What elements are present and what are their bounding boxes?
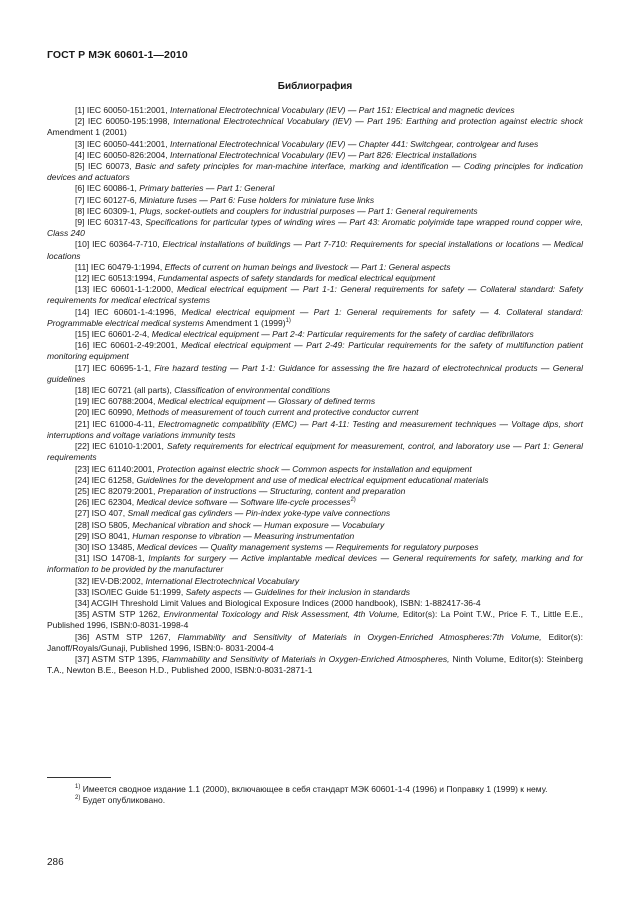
reference-item bbox=[47, 654, 583, 676]
reference-details: Ninth Volume, Editor(s): Steinberg T.A., Newton B.E., Beeson H.D., Published 2000, ISBN:0-8031-2871-1 bbox=[47, 653, 583, 676]
reference-id: ASTM STP 1267, bbox=[95, 631, 171, 642]
reference-item bbox=[47, 531, 583, 542]
reference-title: Methods of measurement of touch current and protective conductor current bbox=[136, 407, 419, 418]
reference-id: IEC 60601-1-1:2000, bbox=[92, 284, 174, 295]
reference-title: Safety aspects — Guidelines for their inclusion in standards bbox=[185, 586, 411, 597]
reference-id: IEC 60127-6, bbox=[86, 194, 137, 205]
reference-item bbox=[47, 262, 583, 273]
reference-id: IEC 61258, bbox=[91, 474, 135, 485]
reference-number: [11] bbox=[75, 261, 89, 272]
reference-number: [28] bbox=[75, 519, 90, 530]
reference-item bbox=[47, 632, 583, 654]
reference-id: ACGIH Threshold Limit Values and Biological Exposure Indices (2000 handbook), ISBN: 1-882417-36-4 bbox=[91, 597, 481, 608]
reference-title: Electrical installations of buildings — Part 7-710: Requirements for special installations or locations — Medical locations bbox=[47, 239, 583, 261]
reference-title: Plugs, socket-outlets and couplers for industrial purposes — Part 1: General requirements bbox=[139, 205, 478, 216]
reference-item bbox=[47, 307, 583, 329]
reference-number: [26] bbox=[75, 497, 90, 508]
reference-number: [20] bbox=[75, 407, 90, 418]
reference-number: [23] bbox=[75, 463, 90, 474]
reference-item bbox=[47, 553, 583, 575]
reference-title: Miniature fuses — Part 6: Fuse holders for miniature fuse links bbox=[139, 194, 375, 205]
reference-id: ISO 5805, bbox=[91, 519, 130, 530]
reference-item bbox=[47, 161, 583, 183]
reference-item bbox=[47, 508, 583, 519]
reference-id: ISO 8041, bbox=[91, 530, 130, 541]
reference-item bbox=[47, 183, 583, 194]
reference-id: IEC 61010-1:2001, bbox=[92, 441, 164, 452]
reference-id: ISO 14708-1, bbox=[92, 553, 145, 564]
reference-item bbox=[47, 609, 583, 631]
reference-number: [13] bbox=[75, 284, 90, 295]
reference-item bbox=[47, 407, 583, 418]
reference-id: ISO 13485, bbox=[91, 541, 135, 552]
footnote-text: Имеется сводное издание 1.1 (2000), включающее в себя стандарт МЭК 60601-1-4 (1996) и Поправку 1 (1999) к нему. bbox=[80, 784, 548, 794]
reference-id: IEC 60601-2-4, bbox=[91, 329, 150, 340]
reference-id: IEC 60601-2-49:2001, bbox=[92, 340, 178, 351]
reference-details: Editor(s): Janoff/Royals/Gunaji, Published 1996, ISBN:0- 8031-2004-4 bbox=[47, 631, 583, 653]
reference-item bbox=[47, 598, 583, 609]
reference-id: IEC 60073, bbox=[87, 161, 132, 172]
footnote-item bbox=[47, 795, 583, 806]
reference-id: IEC 60317-43, bbox=[87, 217, 143, 228]
reference-item bbox=[47, 206, 583, 217]
reference-id: IEC 60721 (all parts), bbox=[91, 385, 172, 396]
reference-title: Fire hazard testing — Part 1-1: Guidance for assessing the fire hazard of electrotechnical products — General guidelines bbox=[47, 362, 583, 384]
reference-id: IEC 60050-826:2004, bbox=[86, 149, 168, 160]
reference-title: Implants for surgery — Active implantable medical devices — General requirements for safety, marking and for information to be provided by the manufacturer bbox=[47, 553, 583, 575]
reference-number: [21] bbox=[75, 418, 90, 429]
footnote-divider bbox=[47, 777, 111, 778]
reference-id: ISO/IEC Guide 51:1999, bbox=[91, 586, 184, 597]
reference-title: International Electrotechnical Vocabulary (IEV) — Chapter 441: Switchgear, controlgear and fuses bbox=[170, 138, 539, 149]
reference-number: [22] bbox=[75, 441, 90, 452]
reference-number: [18] bbox=[75, 385, 90, 396]
footnotes bbox=[47, 784, 583, 806]
reference-item bbox=[47, 419, 583, 441]
reference-title: Effects of current on human beings and livestock — Part 1: General aspects bbox=[164, 261, 451, 272]
reference-title: Guidelines for the development and use of medical electrical equipment educational materials bbox=[136, 474, 489, 485]
reference-number: [24] bbox=[75, 474, 90, 485]
reference-title: Medical electrical equipment — Part 2-49: Particular requirements for the safety of multifunction patient monitoring equipment bbox=[47, 340, 584, 362]
reference-title: Flammability and Sensitivity of Materials in Oxygen-Enriched Atmospheres:7th Volume, bbox=[177, 631, 542, 642]
footnote-marker: 2) bbox=[350, 497, 356, 504]
reference-number: [27] bbox=[75, 508, 90, 519]
reference-number: [17] bbox=[75, 362, 90, 373]
reference-title: Mechanical vibration and shock — Human exposure — Vocabulary bbox=[132, 519, 385, 530]
reference-id: IEC 60695-1-1, bbox=[92, 362, 152, 373]
reference-number: [4] bbox=[75, 149, 85, 160]
reference-item bbox=[47, 105, 583, 116]
reference-number: [19] bbox=[75, 396, 90, 407]
reference-number: [3] bbox=[75, 138, 85, 149]
reference-item bbox=[47, 587, 583, 598]
section-title: Библиография bbox=[277, 81, 353, 92]
reference-id: IEC 60050-151:2001, bbox=[86, 105, 168, 115]
reference-title: Medical device software — Software life-cycle processes bbox=[136, 497, 351, 508]
reference-title: International Electrotechnical Vocabulary (IEV) — Part 195: Earthing and protection against electric shock bbox=[173, 116, 583, 127]
reference-number: [7] bbox=[75, 194, 85, 205]
footnote-mark: 1) bbox=[75, 784, 81, 791]
reference-number: [25] bbox=[75, 485, 90, 496]
reference-title: Small medical gas cylinders — Pin-index yoke-type valve connections bbox=[127, 508, 391, 519]
reference-item bbox=[47, 475, 583, 486]
reference-number: [33] bbox=[75, 586, 90, 597]
reference-item bbox=[47, 576, 583, 587]
footnote-mark: 2) bbox=[75, 795, 81, 802]
reference-details: Amendment 1 (1999) bbox=[203, 317, 286, 328]
reference-id: IEC 60479-1:1994, bbox=[90, 261, 163, 272]
reference-id: IEC 60513:1994, bbox=[91, 273, 156, 284]
reference-item bbox=[47, 139, 583, 150]
reference-title: Medical devices — Quality management systems — Requirements for regulatory purposes bbox=[136, 541, 479, 552]
reference-item bbox=[47, 497, 583, 508]
reference-title: International Electrotechnical Vocabulary bbox=[145, 575, 300, 586]
reference-id: ASTM STP 1395, bbox=[91, 653, 160, 664]
reference-item bbox=[47, 542, 583, 553]
reference-id: IEC 60990, bbox=[91, 407, 135, 418]
reference-number: [8] bbox=[75, 205, 85, 216]
reference-title: Medical electrical equipment — Part 2-4: Particular requirements for the safety of cardiac defibrillators bbox=[151, 329, 534, 340]
reference-title: Classification of environmental conditions bbox=[174, 385, 331, 396]
footnote-marker: 1) bbox=[285, 318, 291, 325]
reference-number: [34] bbox=[75, 597, 90, 608]
reference-number: [14] bbox=[75, 306, 90, 317]
reference-title: Fundamental aspects of safety standards for medical electrical equipment bbox=[157, 273, 436, 284]
reference-number: [29] bbox=[75, 530, 90, 541]
reference-number: [9] bbox=[75, 217, 85, 228]
reference-item bbox=[47, 284, 583, 306]
page-header: ГОСТ Р МЭК 60601-1—2010 bbox=[47, 49, 188, 61]
reference-title: Medical electrical equipment — Glossary of defined terms bbox=[157, 396, 376, 407]
reference-id: IEC 61140:2001, bbox=[91, 463, 155, 474]
reference-item bbox=[47, 195, 583, 206]
reference-number: [36] bbox=[75, 631, 90, 642]
reference-id: IEC 60309-1, bbox=[86, 205, 137, 216]
reference-number: [6] bbox=[75, 183, 85, 194]
reference-title: International Electrotechnical Vocabulary (IEV) — Part 826: Electrical installations bbox=[170, 149, 477, 160]
reference-title: Medical electrical equipment — Part 1: General requirements for safety — 4. Collateral standard: Programmable electrical medical systems bbox=[47, 306, 583, 328]
reference-id: IEC 82079:2001, bbox=[91, 485, 156, 496]
reference-number: [1] bbox=[75, 105, 85, 115]
reference-number: [15] bbox=[75, 329, 90, 340]
reference-title: Medical electrical equipment — Part 1-1: General requirements for safety — Collateral standard: Safety requirements for medical electrical systems bbox=[47, 284, 583, 306]
reference-item bbox=[47, 464, 583, 475]
reference-details: Editor(s): La Point T.W., Price F. T., Little E.E., Published 1996, ISBN:0-8031-1998-4 bbox=[47, 609, 583, 631]
reference-id: IEC 60050-441:2001, bbox=[86, 138, 168, 149]
reference-number: [32] bbox=[75, 575, 90, 586]
reference-number: [12] bbox=[75, 273, 90, 284]
reference-number: [5] bbox=[75, 161, 85, 172]
reference-id: ISO 407, bbox=[91, 508, 126, 519]
reference-title: Environmental Toxicology and Risk Assessment, 4th Volume, bbox=[163, 609, 400, 620]
reference-id: IEC 62304, bbox=[91, 497, 135, 508]
reference-title: Safety requirements for electrical equipment for measurement, control, and laboratory use — Part 1: General requirements bbox=[47, 441, 583, 463]
reference-title: International Electrotechnical Vocabulary (IEV) — Part 151: Electrical and magnetic devices bbox=[170, 105, 515, 115]
reference-id: IEC 60601-1-4:1996, bbox=[94, 306, 177, 317]
reference-id: IEC 60086-1, bbox=[86, 183, 137, 194]
reference-item bbox=[47, 150, 583, 161]
reference-id: IEC 61000-4-11, bbox=[92, 418, 155, 429]
reference-id: ASTM STP 1262, bbox=[92, 609, 161, 620]
reference-number: [10] bbox=[75, 239, 90, 250]
reference-number: [2] bbox=[75, 116, 85, 127]
reference-item bbox=[47, 486, 583, 497]
reference-number: [16] bbox=[75, 340, 90, 351]
footnote-item bbox=[47, 784, 583, 795]
reference-title: Specifications for particular types of winding wires — Part 43: Aromatic polyimide tape wrapped round copper wire, Class 240 bbox=[47, 217, 583, 239]
reference-id: IEC 60364-7-710, bbox=[92, 239, 160, 250]
reference-number: [30] bbox=[75, 541, 90, 552]
reference-number: [37] bbox=[75, 653, 90, 664]
reference-item bbox=[47, 217, 583, 239]
reference-item bbox=[47, 363, 583, 385]
reference-title: Flammability and Sensitivity of Materials in Oxygen-Enriched Atmospheres, bbox=[162, 653, 450, 664]
reference-title: Human response to vibration — Measuring instrumentation bbox=[132, 530, 355, 541]
reference-number: [35] bbox=[75, 609, 90, 620]
reference-item bbox=[47, 329, 583, 340]
reference-item bbox=[47, 396, 583, 407]
page-number: 286 bbox=[47, 857, 64, 868]
reference-title: Primary batteries — Part 1: General bbox=[139, 183, 275, 194]
bibliography-list bbox=[47, 105, 583, 676]
reference-item bbox=[47, 239, 583, 261]
reference-item bbox=[47, 385, 583, 396]
reference-item bbox=[47, 340, 583, 362]
reference-details: Amendment 1 (2001) bbox=[47, 127, 127, 138]
reference-title: Preparation of instructions — Structuring, content and preparation bbox=[157, 485, 406, 496]
reference-number: [31] bbox=[75, 553, 90, 564]
reference-title: Protection against electric shock — Common aspects for installation and equipment bbox=[157, 463, 472, 474]
footnote-text: Будет опубликовано. bbox=[80, 795, 166, 806]
reference-item bbox=[47, 520, 583, 531]
reference-title: Electromagnetic compatibility (EMC) — Part 4-11: Testing and measurement techniques — Voltage dips, short interruptions and voltage variations immunity tests bbox=[47, 418, 583, 440]
reference-id: IEV-DB:2002, bbox=[91, 575, 144, 586]
reference-item bbox=[47, 273, 583, 284]
reference-id: IEC 60788:2004, bbox=[91, 396, 156, 407]
reference-title: Basic and safety principles for man-machine interface, marking and identification — Coding principles for indication devices and actuators bbox=[47, 161, 584, 183]
reference-id: IEC 60050-195:1998, bbox=[87, 116, 170, 127]
reference-item bbox=[47, 116, 583, 138]
reference-item bbox=[47, 441, 583, 463]
